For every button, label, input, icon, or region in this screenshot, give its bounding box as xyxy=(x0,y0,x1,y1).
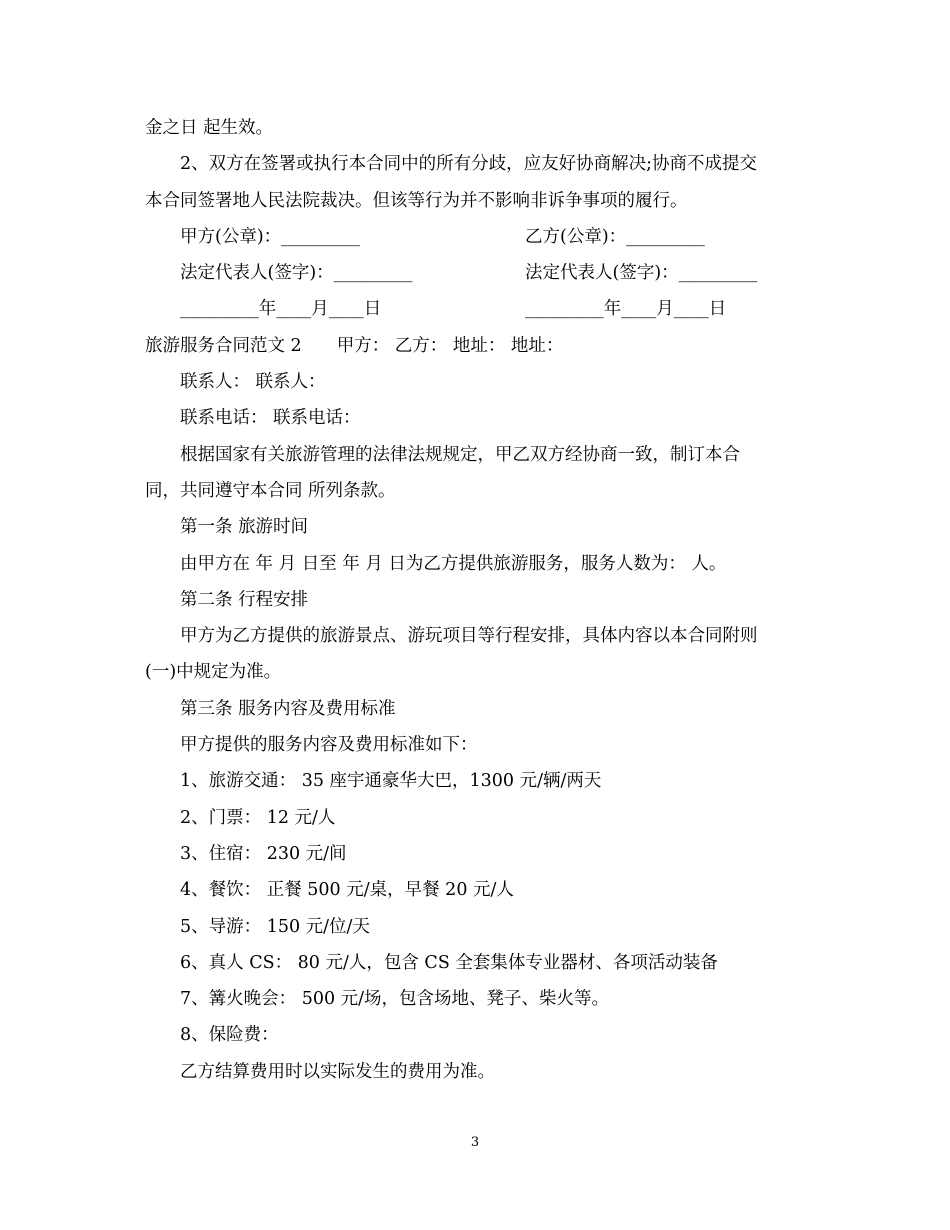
signature-field-party-a: 甲方(公章)：_________ xyxy=(180,226,360,247)
text-line: 第二条 行程安排 xyxy=(180,589,309,610)
text-line: 联系人： 联系人： xyxy=(180,372,326,393)
signature-field-party-a: 法定代表人(签字)：_________ xyxy=(180,263,413,284)
text-line: 金之日 起生效。 xyxy=(145,118,274,138)
text-line: 根据国家有关旅游管理的法律法规规定，甲乙双方经协商一致，制订本合 xyxy=(180,444,740,465)
page-number: 3 xyxy=(470,1135,480,1150)
text-line: 乙方结算费用时以实际发生的费用为准。 xyxy=(180,1061,495,1082)
text-line: 由甲方在 年 月 日至 年 月 日为乙方提供旅游服务，服务人数为： 人。 xyxy=(180,553,727,574)
signature-field-party-b: _________年____月____日 xyxy=(525,299,727,320)
text-line: 甲方为乙方提供的旅游景点、游玩项目等行程安排，具体内容以本合同附则 xyxy=(180,626,758,647)
signature-row xyxy=(145,219,810,255)
signature-block xyxy=(145,219,810,328)
text-line: 6、真人 CS： 80 元/人，包含 CS 全套集体专业器材、各项活动装备 xyxy=(180,952,718,973)
text-line: 同，共同遵守本合同 所列条款。 xyxy=(145,480,396,501)
text-line: 本合同签署地人民法院裁决。但该等行为并不影响非诉争事项的履行。 xyxy=(145,190,688,211)
signature-field-party-b: 乙方(公章)：_________ xyxy=(525,226,705,247)
text-line: (一)中规定为准。 xyxy=(145,662,282,683)
signature-field-party-a: _________年____月____日 xyxy=(180,299,382,320)
text-line: 2、双方在签署或执行本合同中的所有分歧，应友好协商解决;协商不成提交 xyxy=(180,154,758,175)
signature-row xyxy=(145,291,810,327)
text-line: 联系电话： 联系电话： xyxy=(180,408,361,429)
text-line: 第三条 服务内容及费用标准 xyxy=(180,698,396,719)
text-line: 8、保险费： xyxy=(180,1025,279,1046)
signature-row xyxy=(145,255,810,291)
contract-clause-block xyxy=(145,110,810,219)
contract-sample-2-block xyxy=(145,328,810,1090)
text-line: 甲方提供的服务内容及费用标准如下： xyxy=(180,735,478,756)
text-line: 第一条 旅游时间 xyxy=(180,517,309,538)
signature-field-party-b: 法定代表人(签字)：_________ xyxy=(525,263,758,284)
text-line: 4、餐饮： 正餐 500 元/桌，早餐 20 元/人 xyxy=(180,880,514,901)
text-line: 1、旅游交通： 35 座宇通豪华大巴，1300 元/辆/两天 xyxy=(180,771,602,792)
text-line: 2、门票： 12 元/人 xyxy=(180,807,336,828)
document-body xyxy=(145,110,810,1090)
text-line: 5、导游： 150 元/位/天 xyxy=(180,916,370,937)
text-line: 3、住宿： 230 元/间 xyxy=(180,843,347,864)
text-line: 旅游服务合同范文 2 甲方： 乙方： 地址： 地址： xyxy=(145,335,564,356)
text-line: 7、篝火晚会： 500 元/场，包含场地、凳子、柴火等。 xyxy=(180,989,610,1010)
